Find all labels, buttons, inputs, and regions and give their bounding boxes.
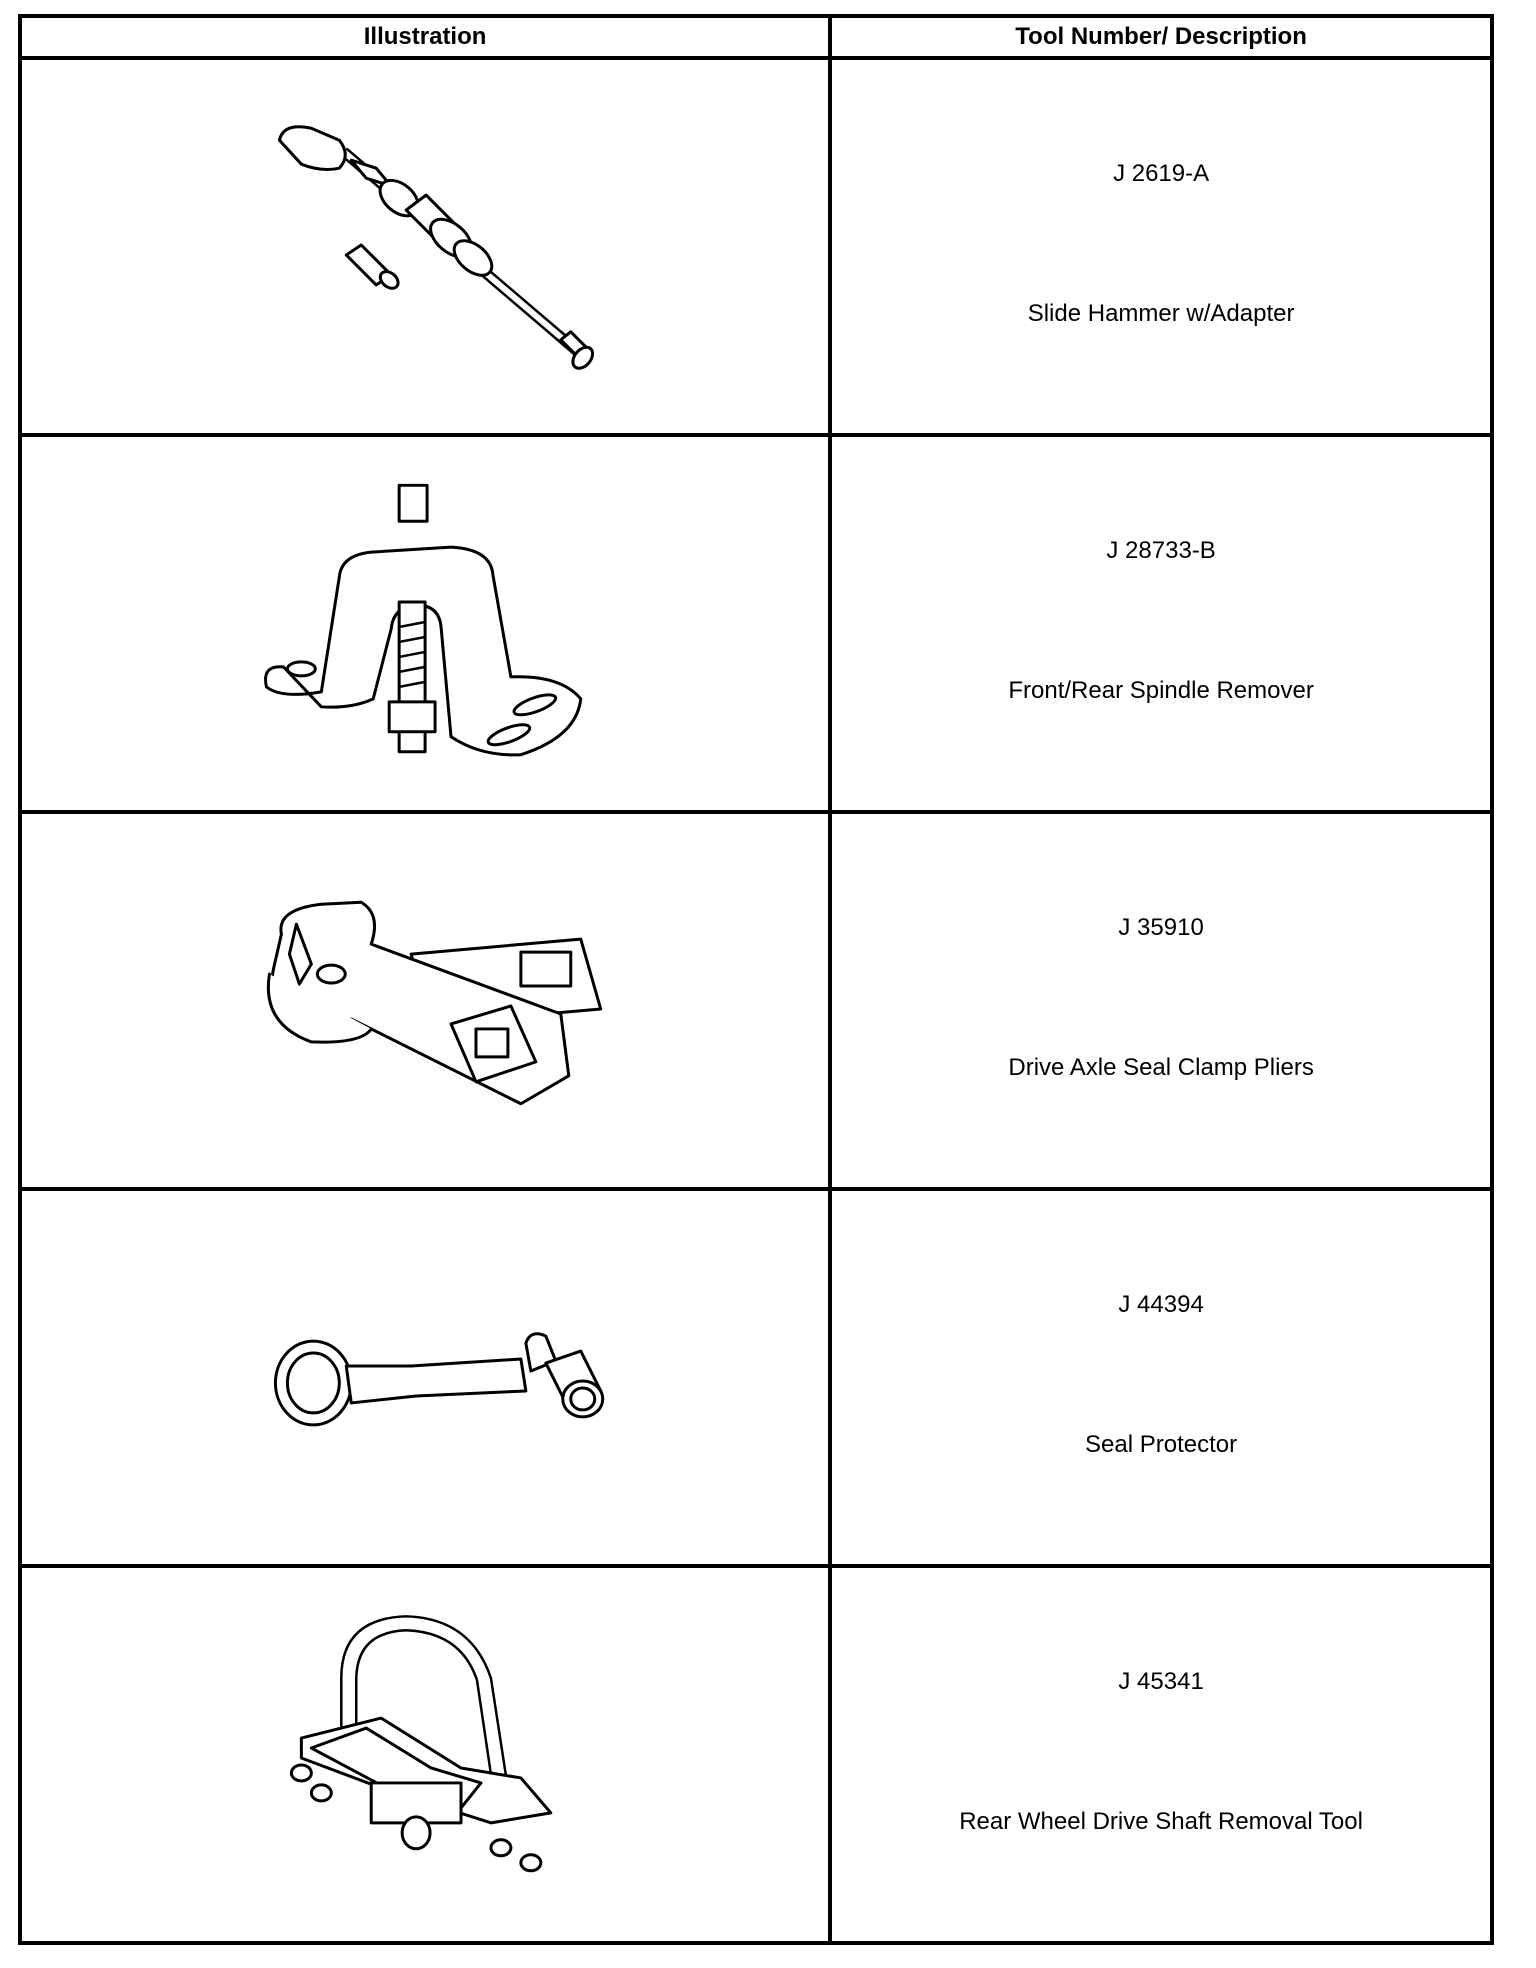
- drive-shaft-removal-tool-icon: [22, 1568, 828, 1941]
- tool-description: Seal Protector: [1085, 1431, 1238, 1458]
- description-cell: [830, 812, 1492, 1189]
- tool-number: J 28733-B: [1106, 537, 1216, 564]
- tool-number: J 2619-A: [1113, 160, 1210, 187]
- table-row: [20, 1189, 1492, 1566]
- tool-number: J 44394: [1118, 1291, 1204, 1318]
- description-header: Tool Number/ Description: [830, 16, 1492, 58]
- description-cell: [830, 58, 1492, 435]
- tool-number: J 45341: [1118, 1668, 1204, 1695]
- seal-clamp-pliers-icon: [22, 814, 828, 1187]
- tool-table: [18, 14, 1494, 1945]
- illustration-cell: [20, 435, 830, 812]
- table-row: [20, 812, 1492, 1189]
- description-cell: [830, 1566, 1492, 1943]
- tool-description: Drive Axle Seal Clamp Pliers: [1008, 1054, 1314, 1081]
- illustration-header: Illustration: [20, 16, 830, 58]
- tool-description: Front/Rear Spindle Remover: [1008, 677, 1314, 704]
- spindle-remover-icon: [22, 437, 828, 810]
- tool-description: Slide Hammer w/Adapter: [1027, 300, 1295, 327]
- illustration-cell: [20, 1566, 830, 1943]
- slide-hammer-icon: [22, 60, 828, 433]
- header-row: [20, 16, 1492, 58]
- seal-protector-icon: [22, 1191, 828, 1564]
- description-cell: [830, 1189, 1492, 1566]
- illustration-cell: [20, 1189, 830, 1566]
- illustration-cell: [20, 812, 830, 1189]
- tool-description: Rear Wheel Drive Shaft Removal Tool: [959, 1808, 1363, 1835]
- illustration-cell: [20, 58, 830, 435]
- table-row: [20, 58, 1492, 435]
- description-cell: [830, 435, 1492, 812]
- table-row: [20, 435, 1492, 812]
- tool-number: J 35910: [1118, 914, 1204, 941]
- table-row: [20, 1566, 1492, 1943]
